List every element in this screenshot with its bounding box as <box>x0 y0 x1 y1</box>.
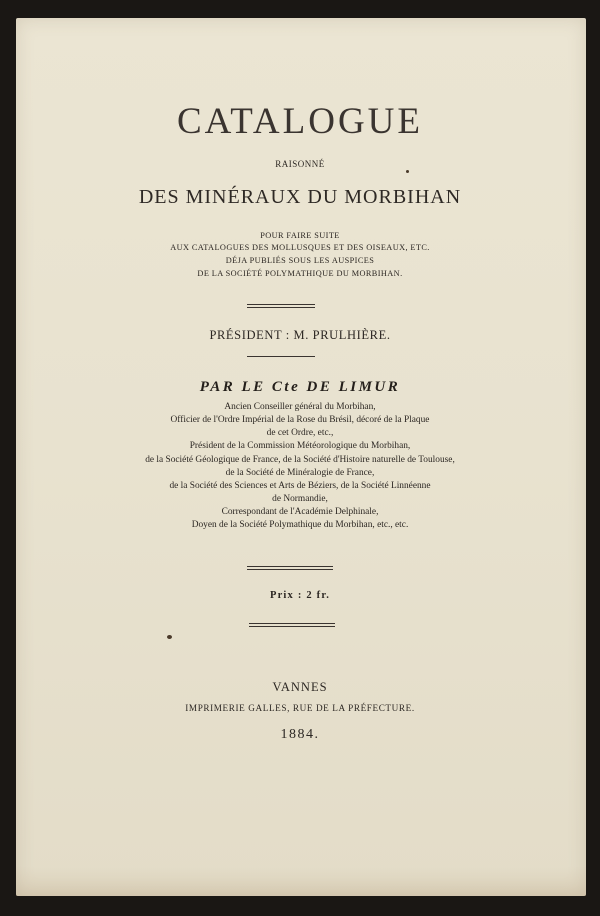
printer-line: IMPRIMERIE GALLES, RUE DE LA PRÉFECTURE. <box>185 703 415 713</box>
author-line: PAR LE Cte DE LIMUR <box>199 379 401 395</box>
series-line: POUR FAIRE SUITE <box>260 231 340 240</box>
credential-line: Doyen de la Société Polymathique du Morbihan, etc., etc. <box>191 520 409 530</box>
credential-line: Officier de l'Ordre Impérial de la Rose du Brésil, décoré de la Plaque <box>170 415 430 425</box>
credential-line: de cet Ordre, etc., <box>266 428 334 438</box>
city: VANNES <box>272 680 328 694</box>
publication-year: 1884. <box>280 727 320 742</box>
credential-line: Ancien Conseiller général du Morbihan, <box>224 402 376 412</box>
series-line: DE LA SOCIÉTÉ POLYMATHIQUE DU MORBIHAN. <box>197 269 403 278</box>
divider <box>247 356 315 357</box>
credential-line: Correspondant de l'Académie Delphinale, <box>221 507 379 517</box>
credential-line: de la Société de Minéralogie de France, <box>225 468 375 478</box>
ink-spot <box>406 170 409 173</box>
president-line: PRÉSIDENT : M. PRULHIÈRE. <box>209 328 391 342</box>
title: CATALOGUE <box>176 101 424 142</box>
divider <box>249 623 335 627</box>
price: Prix : 2 fr. <box>269 590 331 601</box>
ink-spot <box>167 635 172 639</box>
divider <box>247 566 333 570</box>
credential-line: Président de la Commission Météorologique du Morbihan, <box>189 441 411 451</box>
title-raisonne: RAISONNÉ <box>275 159 325 169</box>
credential-line: de Normandie, <box>272 494 328 504</box>
divider <box>247 304 315 308</box>
series-line: AUX CATALOGUES DES MOLLUSQUES ET DES OISEAUX, ETC. <box>170 243 430 252</box>
subtitle: DES MINÉRAUX DU MORBIHAN <box>138 186 462 208</box>
series-line: DÉJA PUBLIÉS SOUS LES AUSPICES <box>225 256 375 265</box>
credential-line: de la Société Géologique de France, de la Société d'Histoire naturelle de Toulouse, <box>145 455 455 465</box>
credential-line: de la Société des Sciences et Arts de Béziers, de la Société Linnéenne <box>169 481 431 491</box>
